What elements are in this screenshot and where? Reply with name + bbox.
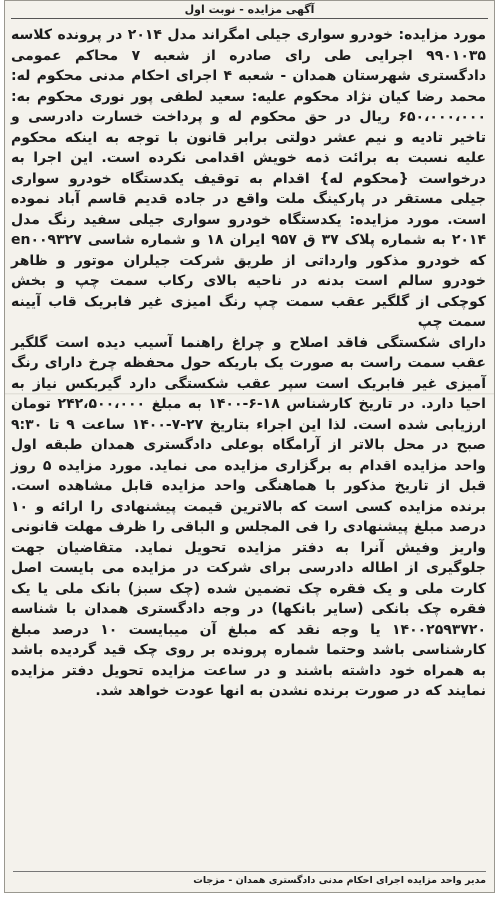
- notice-body: [11, 25, 486, 702]
- scan-seam-divider: [5, 393, 494, 395]
- notice-paragraph: مورد مزایده: خودرو سواری جیلی امگراند مدل ۲۰۱۴ در پرونده کلاسه ۹۹۰۱۰۳۵ اجرایی طی رای صادره از شعبه ۷ محاکم عمومی دادگستری شهرستان همدان - شعبه ۴ اجرای احکام مدنی محکوم له: محمد رضا کیان نژاد محکوم علیه: سعید لطفی پور نوری محکوم به: ۶۵۰،۰۰۰،۰۰۰ ریال در حق محکوم له و پرداخت خسارت دادرسی و تاخیر تادیه و نیم عشر دولتی برابر قانون با توجه به اینکه محکوم علیه نسبت به برائت ذمه خویش اقدامی نکرده است. این اجرا به درخواست {محکوم له} اقدام به توقیف یکدستگاه خودرو سواری جیلی مستقر در پارکینگ ملت واقع در جاده قدیم قاسم آباد نموده است. مورد مزایده: یکدستگاه خودرو سواری جیلی سفید رنگ مدل ۲۰۱۴ به شماره پلاک ۳۷ ق ۹۵۷ ایران ۱۸ و شماره شاسی en۰۰۹۳۲۷ که خودرو مذکور وارداتی از طریق شرکت جیلران موتور و ظاهر خودرو سالم است بدنه در ناحیه بالای رکاب سمت چپ و بخش کوچکی از گلگیر عقب سمت چپ رنگ امیزی غیر فابریک قاب آیینه سمت چپ: [11, 27, 487, 330]
- notice-paragraph: دارای شکستگی فاقد اصلاح و چراغ راهنما آسیب دیده است گلگیر عقب سمت راست به صورت یک باریکه حول محفظه چرخ دارای رنگ آمیزی غیر فابریک است سپر عقب شکستگی دارد گیربکس نیاز به احیا دارد. در تاریخ کارشناس ۱۸-۶-۱۴۰۰ به مبلغ ۲۴۲،۵۰۰،۰۰۰ تومان ارزیابی شده است. لذا این اجراء بتاریخ ۲۷-۷-۱۴۰۰ ساعت ۹ تا ۹:۳۰ صبح در محل بالاتر از آرامگاه بوعلی دادگستری همدان طبقه اول واحد مزایده اقدام به برگزاری مزایده می نماید. مورد مزایده ۵ روز قبل از تاریخ مذکور با هماهنگی واحد مزایده قابل مشاهده است. برنده مزایده کسی است که بالاترین قیمت پیشنهادی را ارائه و ۱۰ درصد مبلغ پیشنهادی را فی المجلس و الباقی را ظرف مهلت قانونی واریز وفیش آنرا به دفتر مزایده تحویل نماید. متقاضیان جهت جلوگیری از اطاله دادرسی برای شرکت در مزایده می بایست اصل کارت ملی و یک فقره چک تضمین شده (چک سبز) بانک ملی یا یک فقره چک بانکی (سایر بانکها) در وجه دادگستری همدان با شناسه ۱۴۰۰۲۵۹۳۷۲۰ یا وجه نقد که مبلغ آن میبایست ۱۰ درصد مبلغ کارشناسی باشد وحتما شماره پرونده بر روی چک قید گردیده باشد به همراه خود داشته باشند و در ساعت مزایده تحویل دفتر مزایده نمایند که در صورت برنده نشدن به انها عودت خواهد شد.: [11, 334, 487, 699]
- notice-signature: مدیر واحد مزایده اجرای احکام مدنی دادگستری همدان - مزجات: [13, 871, 486, 888]
- notice-heading: آگهی مزایده - نوبت اول: [11, 1, 488, 19]
- auction-notice-clipping: [4, 0, 495, 893]
